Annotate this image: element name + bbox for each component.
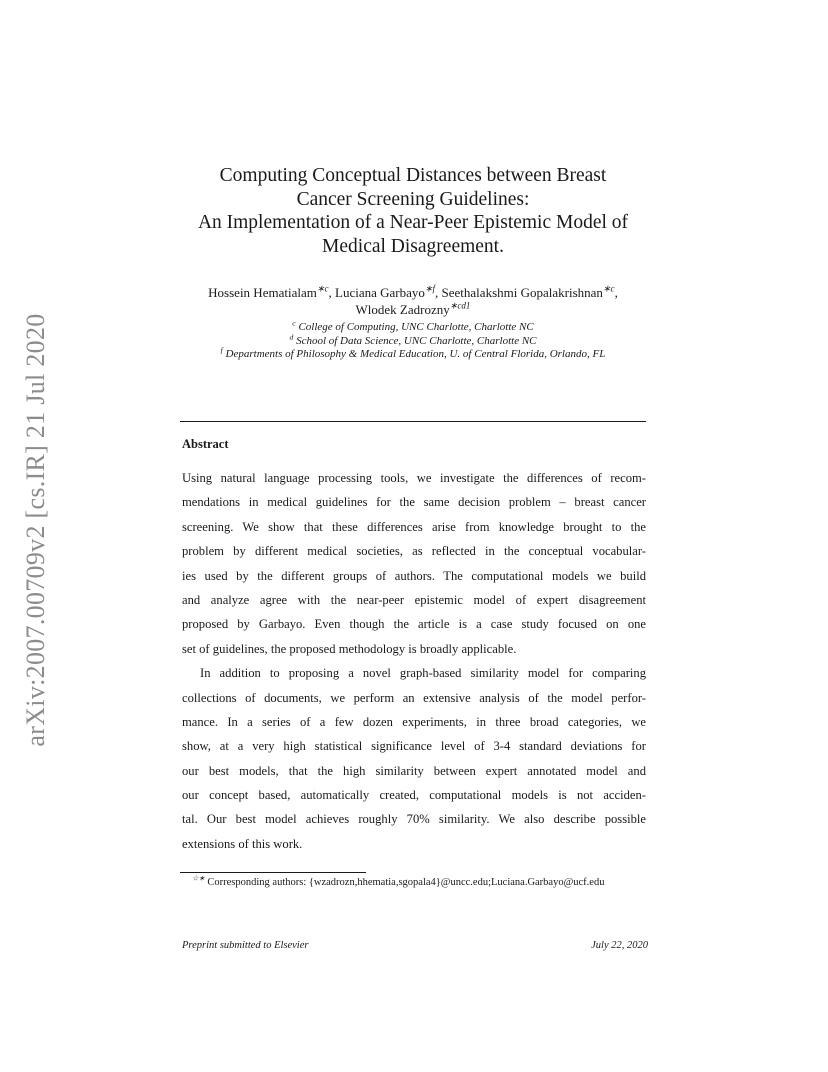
abstract-line: our best models, that the high similarity between expert annotated model and — [182, 763, 646, 778]
affiliation-text: School of Data Science, UNC Charlotte, Charlotte NC — [296, 334, 537, 347]
abstract-line: In addition to proposing a novel graph-based similarity model for comparing — [200, 666, 646, 681]
abstract-line: ies used by the different groups of authors. The computational models we build — [182, 568, 646, 583]
affiliation-list — [172, 318, 654, 362]
author-affiliation-mark: ∗c — [602, 283, 615, 294]
author-affiliation-mark: ∗c — [316, 283, 329, 294]
submission-date: July 22, 2020 — [591, 940, 648, 951]
abstract-body — [182, 466, 646, 856]
affiliation — [172, 318, 654, 335]
author-separator: , — [614, 285, 618, 300]
abstract-heading: Abstract — [182, 437, 229, 451]
abstract-line: mendations in medical guidelines for the same decision problem – breast cancer — [182, 495, 646, 510]
affiliation-mark: d — [289, 331, 294, 341]
author-affiliation-mark: ∗f — [424, 283, 436, 294]
affiliation-mark: f — [220, 345, 223, 355]
author-name: Seethalakshmi Gopalakrishnan — [441, 285, 603, 300]
title-line: Medical Disagreement. — [322, 235, 504, 257]
abstract-line: show, at a very high statistical significance level of 3-4 standard deviations for — [182, 739, 646, 754]
footnote-rule — [180, 872, 366, 873]
author-name: Wlodek Zadrozny — [355, 302, 450, 317]
paper-title — [180, 164, 646, 258]
abstract-line: screening. We show that these differences arise from knowledge brought to the — [182, 519, 646, 534]
arxiv-identifier-stamp: arXiv:2007.00709v2 [cs.IR] 21 Jul 2020 — [21, 313, 50, 747]
abstract-line: mance. In a series of a few dozen experiments, in three broad categories, we — [182, 714, 646, 729]
abstract-line: extensions of this work. — [182, 836, 303, 851]
abstract-line: problem by different medical societies, as reflected in the conceptual vocabular- — [182, 544, 646, 559]
author-name: Hossein Hematialam — [208, 285, 317, 300]
author-line — [172, 284, 654, 301]
abstract-top-rule — [180, 421, 646, 422]
corresponding-authors-footnote — [192, 873, 605, 888]
footnote-text: Corresponding authors: {wzadrozn,hhematia,sgopala4}@uncc.edu;Luciana.Garbayo@ucf.edu — [207, 877, 605, 888]
abstract-line: proposed by Garbayo. Even though the article is a case study focused on one — [182, 617, 646, 632]
affiliation-text: College of Computing, UNC Charlotte, Charlotte NC — [298, 321, 534, 333]
title-line: An Implementation of a Near-Peer Epistemic Model of — [197, 212, 629, 233]
author-affiliation-mark: ∗cd1 — [449, 300, 471, 311]
author-separator: , — [328, 285, 335, 300]
affiliation — [172, 345, 654, 362]
title-line: Computing Conceptual Distances between Breast — [219, 165, 607, 186]
author-name: Luciana Garbayo — [335, 285, 425, 300]
abstract-line: collections of documents, we perform an extensive analysis of the model perfor- — [182, 690, 646, 705]
affiliation-text: Departments of Philosophy & Medical Education, U. of Central Florida, Orlando, FL — [225, 348, 606, 360]
preprint-notice: Preprint submitted to Elsevier — [182, 940, 309, 951]
abstract-line: our concept based, automatically created, computational models is not acciden- — [182, 788, 646, 803]
affiliation-mark: c — [292, 318, 296, 328]
title-line: Cancer Screening Guidelines: — [296, 188, 530, 210]
abstract-line: tal. Our best model achieves roughly 70% similarity. We also describe possible — [182, 812, 646, 827]
abstract-line: and analyze agree with the near-peer epistemic model of expert disagreement — [182, 592, 646, 607]
affiliation — [172, 331, 654, 349]
author-line — [172, 301, 654, 318]
author-list — [172, 284, 654, 318]
author-separator: , — [435, 285, 442, 300]
footnote-mark: ☆∗ — [192, 873, 205, 883]
abstract-line: Using natural language processing tools, we investigate the differences of recom- — [182, 471, 646, 485]
abstract-line: set of guidelines, the proposed methodology is broadly applicable. — [182, 641, 517, 656]
